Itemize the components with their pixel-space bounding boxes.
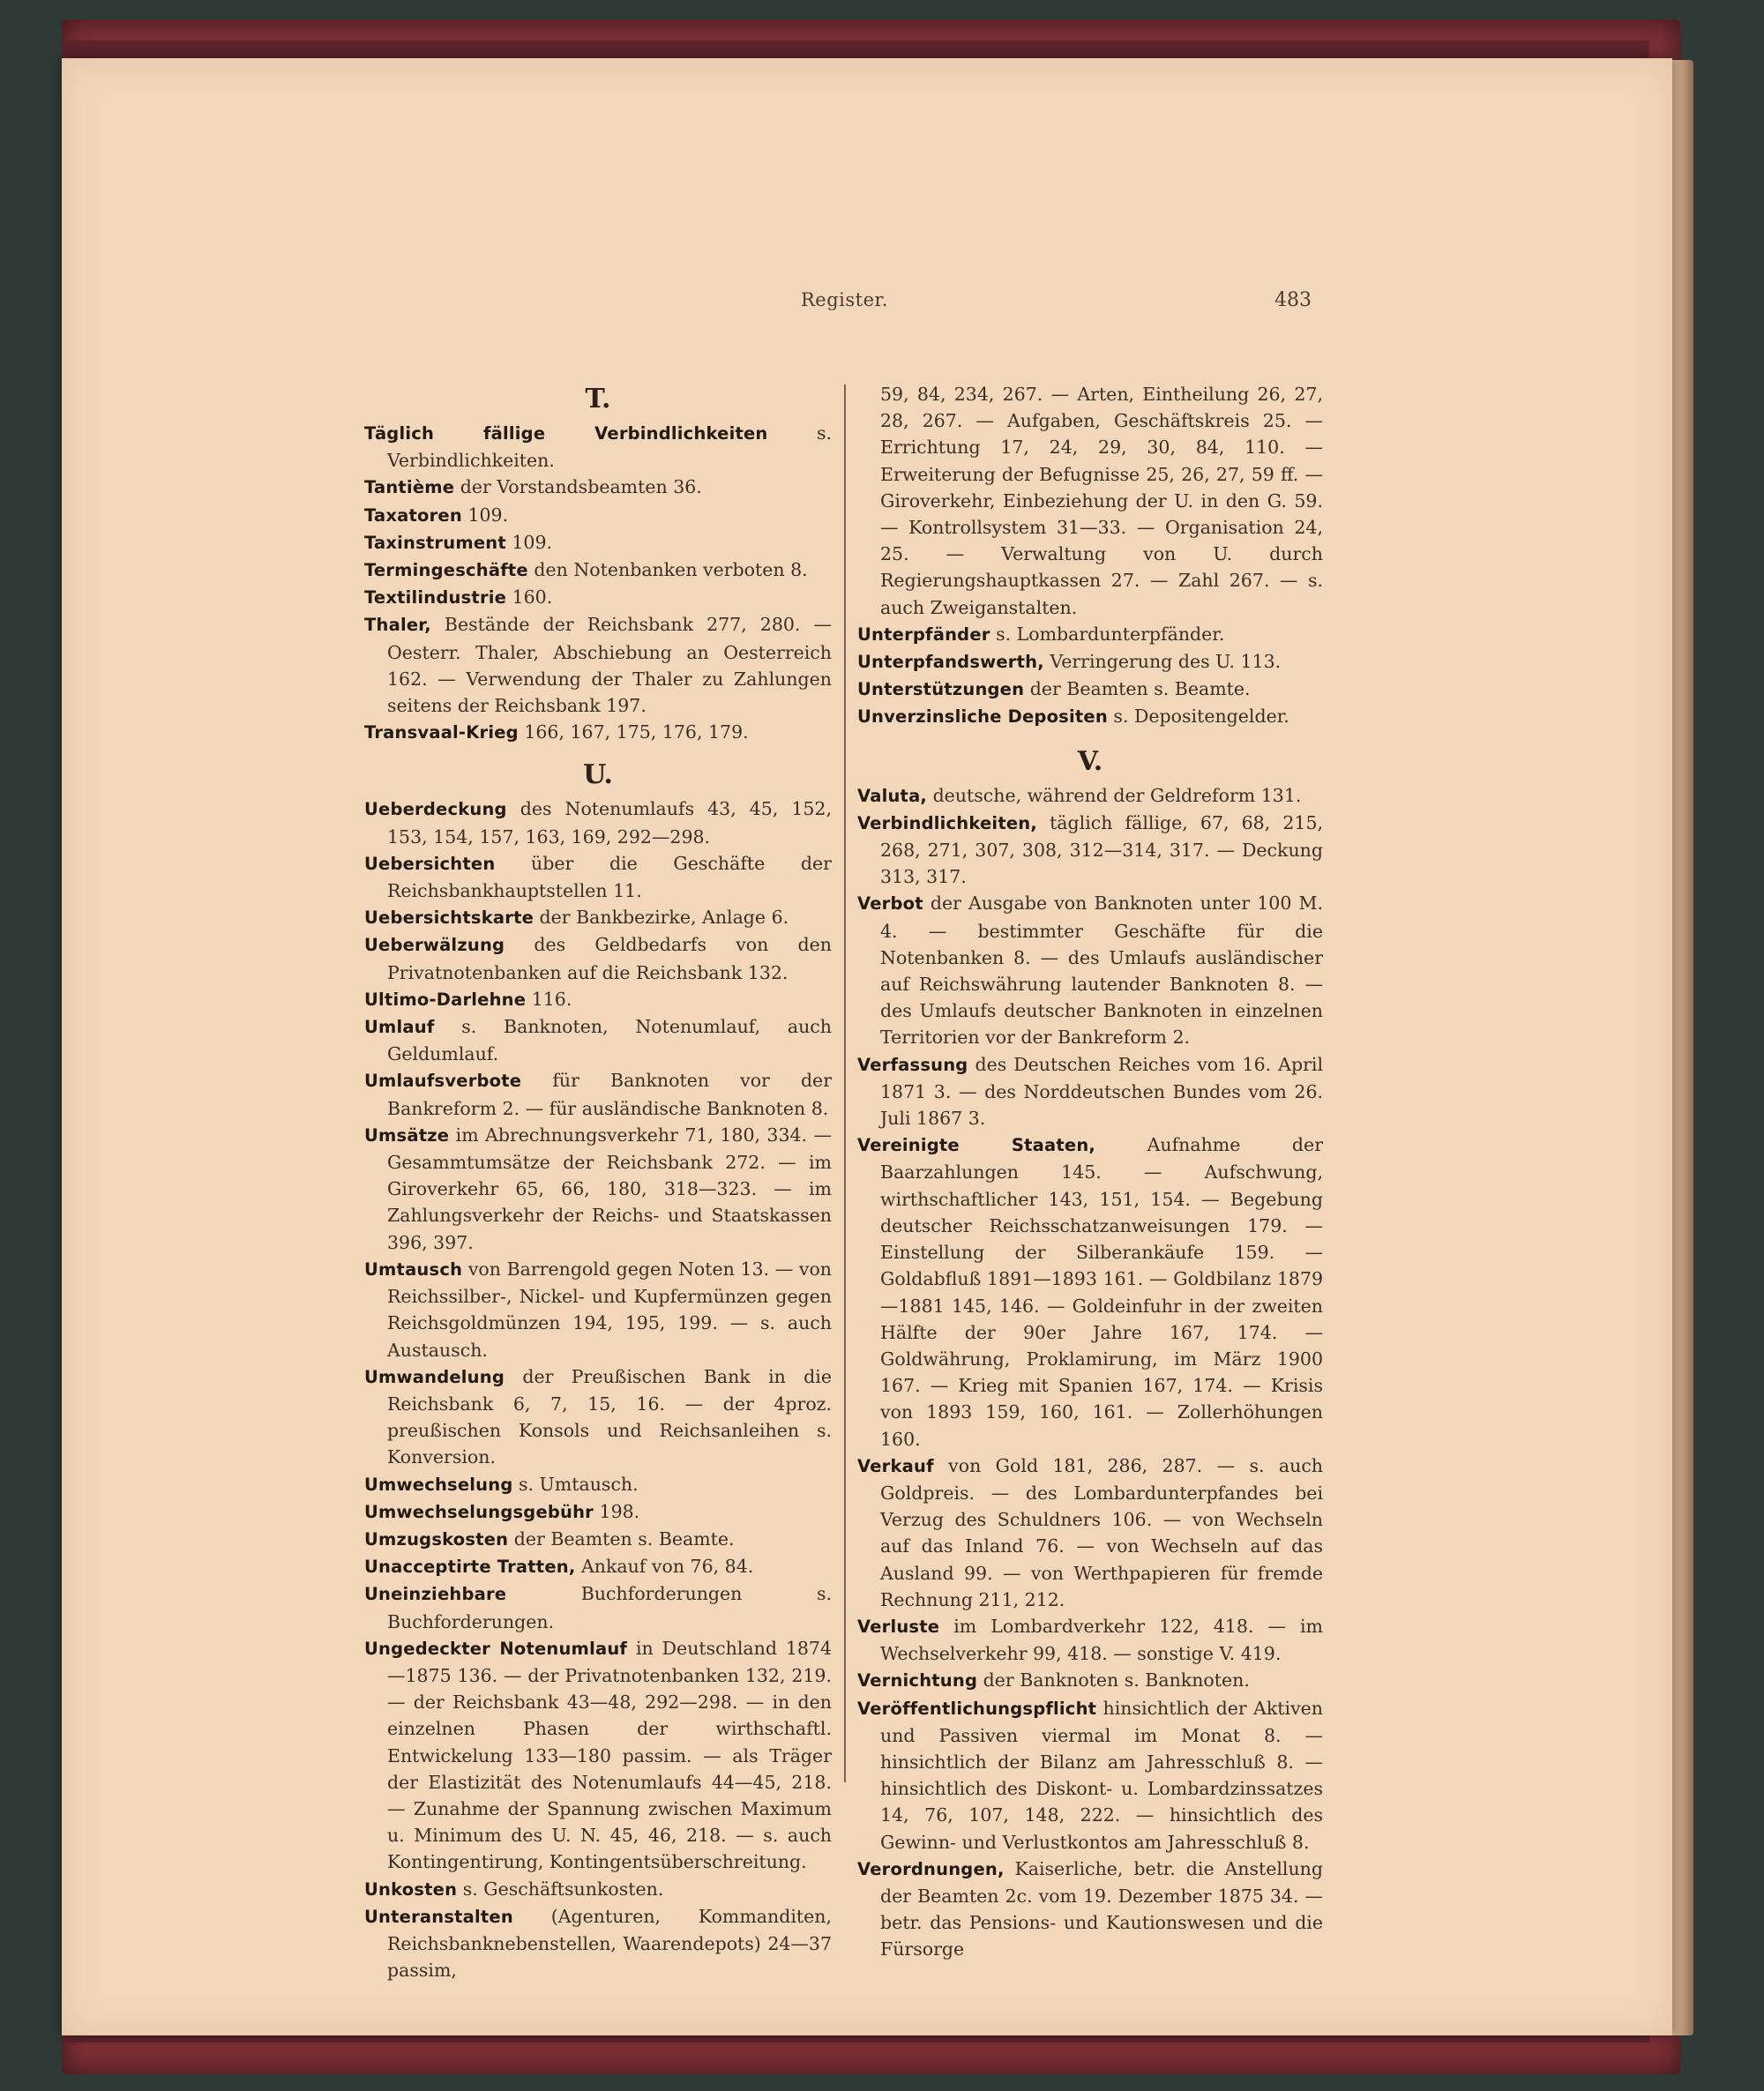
index-term: Verbindlichkeiten,: [857, 812, 1037, 833]
index-references: 116.: [526, 988, 572, 1010]
left-column: [364, 381, 832, 1983]
index-references: Buchforderungen s. Buchforderungen.: [387, 1583, 832, 1632]
index-term: Verbot: [857, 893, 923, 915]
book-cover: [62, 19, 1680, 2074]
index-references: der Beamten s. Beamte.: [1024, 678, 1251, 700]
index-term: Ultimo-Darlehne: [364, 989, 527, 1010]
index-entry: [364, 611, 832, 719]
index-term: Unterpfänder: [857, 624, 990, 645]
index-term: Täglich fällige Verbindlichkeiten: [364, 423, 768, 444]
index-term: Taxinstrument: [364, 532, 506, 553]
index-references: von Gold 181, 286, 287. — s. auch Goldpreis. — des Lombardunterpfandes bei Verzug des Schuldners 106. — von Wechseln auf das Inland 76. — von Wechseln auf das Ausland 99. — von Werthpapieren für fremde Rechnung 211, 212.: [880, 1454, 1323, 1610]
index-entry: [364, 420, 832, 474]
index-entry: [857, 1695, 1323, 1856]
index-entry: [857, 621, 1323, 648]
index-entry: [857, 1051, 1323, 1132]
index-term: Ungedeckter Notenumlauf: [364, 1638, 628, 1659]
section-letter: V.: [1077, 745, 1103, 777]
index-term: Unkosten: [364, 1878, 458, 1900]
running-title: Register.: [801, 289, 888, 310]
index-references: 198.: [594, 1500, 640, 1522]
index-entry: [857, 1667, 1323, 1694]
index-references: den Notenbanken verboten 8.: [527, 559, 808, 581]
index-term: Vernichtung: [857, 1670, 978, 1691]
index-references: Kaiserliche, betr. die Anstellung der Beamten 2c. vom 19. Dezember 1875 34. — betr. das Pensions- und Kautionswesen und die Fürsorge: [880, 1857, 1323, 1960]
index-references: der Vorstandsbeamten 36.: [454, 476, 702, 498]
section-letter: U.: [583, 759, 613, 791]
index-entry: [364, 556, 832, 584]
index-references: s. Banknoten, Notenumlauf, auch Geldumlauf.: [387, 1016, 832, 1065]
index-entry: [857, 782, 1323, 810]
index-entry: [364, 931, 832, 985]
index-references: für Banknoten vor der Bankreform 2. — für ausländische Banknoten 8.: [387, 1070, 832, 1119]
index-entry: [364, 1067, 832, 1121]
book-page: [62, 58, 1672, 2035]
index-term: Ueberdeckung: [364, 799, 507, 820]
page-number: 483: [1274, 289, 1312, 311]
index-entry: [364, 474, 832, 501]
index-entry: [364, 502, 832, 529]
column-divider: [844, 385, 846, 1782]
index-references: Bestände der Reichsbank 277, 280. — Oesterr. Thaler, Abschiebung an Oesterreich 162. — Verwendung der Thaler zu Zahlungen seitens der Reichsbank 197.: [387, 614, 832, 717]
index-term: Uebersichten: [364, 853, 496, 874]
index-references: 59, 84, 234, 267. — Arten, Eintheilung 26, 27, 28, 267. — Aufgaben, Geschäftskreis 25. — Errichtung 17, 24, 29, 30, 84, 110. — Erweiterung der Befugnisse 25, 26, 27, 59 ff. — Giroverkehr, Einbeziehung der U. in den G. 59. — Kontrollsystem 31—33. — Organisation 24, 25. — Verwaltung von U. durch Regierungshauptkassen 27. — Zahl 267. — s. auch Zweiganstalten.: [880, 384, 1323, 618]
index-references: der Ausgabe von Banknoten unter 100 M. 4. — bestimmter Geschäfte für die Notenbanken 8. — des Umlaufs ausländischer auf Reichswährung lautender Banknoten 8. — des Umlaufs deutscher Banknoten in einzelnen Territorien vor der Bankreform 2.: [880, 892, 1323, 1049]
index-references: Aufnahme der Baarzahlungen 145. — Aufschwung, wirthschaftlicher 143, 151, 154. — Begebung deutscher Reichsschatzanweisungen 179. — Einstellung der Silberankäufe 159. — Goldabfluß 1891—1893 161. — Goldbilanz 1879—1881 145, 146. — Goldeinfuhr in der zweiten Hälfte der 90er Jahre 167, 174. — Goldwährung, Proklamirung, im März 1900 167. — Krieg mit Spanien 167, 174. — Krisis von 1893 159, 160, 161. — Zollerhöhungen 160.: [880, 1134, 1323, 1450]
index-references: Ankauf von 76, 84.: [575, 1556, 754, 1578]
index-term: Unteranstalten: [364, 1906, 513, 1927]
index-entry: [364, 1256, 832, 1363]
page-edges: [1669, 60, 1693, 2035]
index-entry: [364, 1471, 832, 1498]
index-term: Verkauf: [857, 1455, 934, 1476]
index-term: Taxatoren: [364, 504, 462, 526]
index-term: Umlauf: [364, 1017, 435, 1038]
index-term: Thaler,: [364, 615, 431, 636]
index-references: s. Lombardunterpfänder.: [990, 623, 1225, 645]
index-references: des Notenumlaufs 43, 45, 152, 153, 154, 157, 163, 169, 292—298.: [387, 798, 832, 848]
index-term: Verordnungen,: [857, 1858, 1005, 1879]
index-term: Vereinigte Staaten,: [857, 1135, 1096, 1156]
index-references: in Deutschland 1874—1875 136. — der Privatnotenbanken 132, 219. — der Reichsbank 43—48, 292—298. — in den einzelnen Phasen der wirthschaftl. Entwickelung 133—180 passim. — als Träger der Elastizität des Notenumlaufs 44—45, 218. — Zunahme der Spannung zwischen Maximum u. Minimum des U. N. 45, 46, 218. — s. auch Kontingentirung, Kontingentsüberschreitung.: [387, 1637, 832, 1873]
index-term: Veröffentlichungspflicht: [857, 1698, 1097, 1719]
index-references: des Geldbedarfs von den Privatnotenbanken auf die Reichsbank 132.: [387, 934, 832, 983]
index-term: Unverzinsliche Depositen: [857, 706, 1108, 728]
index-entry: [857, 703, 1323, 730]
index-entry: [857, 890, 1323, 1050]
index-term: Unterpfandswerth,: [857, 652, 1044, 673]
index-references: von Barrengold gegen Noten 13. — von Reichssilber-, Nickel- und Kupfermünzen gegen Reichsgoldmünzen 194, 195, 199. — s. auch Austausch.: [387, 1258, 832, 1361]
index-entry: [857, 810, 1323, 891]
index-term: Umzugskosten: [364, 1528, 509, 1550]
index-references: im Abrechnungsverkehr 71, 180, 334. — Gesammtumsätze der Reichsbank 272. — im Giroverkehr 65, 66, 180, 318—323. — im Zahlungsverkehr der Reichs- und Staatskassen 396, 397.: [387, 1124, 832, 1253]
index-entry: [364, 1363, 832, 1471]
index-term: Textilindustrie: [364, 587, 507, 609]
index-term: Umwechselungsgebühr: [364, 1501, 594, 1522]
index-term: Umsätze: [364, 1124, 450, 1146]
index-term: Termingeschäfte: [364, 560, 528, 581]
index-term: Tantième: [364, 477, 455, 498]
index-entry: [364, 1526, 832, 1553]
index-term: Verfassung: [857, 1054, 968, 1075]
index-entry-continued: [857, 381, 1323, 621]
index-references: deutsche, während der Geldreform 131.: [927, 784, 1302, 806]
index-term: Ueberwälzung: [364, 935, 505, 956]
index-entry: [364, 904, 832, 931]
index-references: 109.: [461, 504, 509, 526]
index-entry: [364, 1903, 832, 1984]
index-references: (Agenturen, Kommanditen, Reichsbanknebenstellen, Waarendepots) 24—37 passim,: [387, 1905, 832, 1982]
index-entry: [857, 1856, 1323, 1963]
index-entry: [364, 850, 832, 904]
index-references: über die Geschäfte der Reichsbankhauptstellen 11.: [387, 852, 832, 902]
index-term: Unacceptirte Tratten,: [364, 1557, 576, 1578]
index-references: der Banknoten s. Banknoten.: [977, 1669, 1250, 1691]
index-entry: [364, 1580, 832, 1634]
index-entry: [364, 1553, 832, 1580]
index-entry: [364, 1498, 832, 1526]
index-references: im Lombardverkehr 122, 418. — im Wechselverkehr 99, 418. — sonstige V. 419.: [880, 1615, 1323, 1665]
index-references: Verringerung des U. 113.: [1043, 651, 1282, 673]
index-entry: [857, 676, 1323, 703]
index-references: der Preußischen Bank in die Reichsbank 6, 7, 15, 16. — der 4proz. preußischen Konsols und Reichsanleihen s. Konversion.: [387, 1365, 832, 1468]
section-letter: T.: [585, 384, 611, 414]
index-references: 109.: [505, 531, 553, 553]
index-entry: [857, 1452, 1323, 1613]
index-entry: [364, 1122, 832, 1256]
index-entry: [857, 1131, 1323, 1452]
index-references: hinsichtlich der Aktiven und Passiven viermal im Monat 8. — hinsichtlich der Bilanz am Jahresschluß 8. — hinsichtlich des Diskont- u. Lombardzinssatzes 14, 76, 107, 148, 222. — hinsichtlich des Gewinn- und Verlustkontos am Jahresschluß 8.: [880, 1697, 1323, 1853]
index-term: Unterstützungen: [857, 679, 1025, 700]
index-references: s. Umtausch.: [512, 1473, 639, 1495]
index-references: der Beamten s. Beamte.: [508, 1527, 735, 1550]
index-entry: [364, 795, 832, 849]
index-term: Umwechselung: [364, 1474, 513, 1495]
index-entry: [364, 719, 832, 746]
index-term: Verluste: [857, 1616, 940, 1637]
index-references: 160.: [506, 586, 553, 609]
index-term: Uneinziehbare: [364, 1584, 507, 1605]
index-term: Umwandelung: [364, 1366, 505, 1387]
index-entry: [364, 1635, 832, 1876]
index-term: Transvaal-Krieg: [364, 722, 519, 743]
index-entry: [364, 986, 832, 1013]
index-references: des Deutschen Reiches vom 16. April 1871 3. — des Norddeutschen Bundes vom 26. Juli 1867 3.: [880, 1053, 1323, 1130]
page-header: [62, 289, 1672, 321]
index-entry: [364, 584, 832, 611]
index-references: der Bankbezirke, Anlage 6.: [534, 907, 789, 929]
index-references: s. Verbindlichkeiten.: [387, 422, 832, 472]
index-term: Umlaufsverbote: [364, 1071, 522, 1092]
index-references: täglich fällige, 67, 68, 215, 268, 271, 307, 308, 312—314, 317. — Deckung 313, 317.: [880, 811, 1323, 888]
index-entry: [857, 1613, 1323, 1667]
index-entry: [364, 529, 832, 556]
index-entry: [364, 1876, 832, 1903]
index-term: Umtausch: [364, 1258, 463, 1280]
index-references: 166, 167, 175, 176, 179.: [518, 721, 749, 743]
index-references: s. Depositengelder.: [1107, 706, 1289, 728]
index-entry: [364, 1013, 832, 1067]
right-column: [857, 381, 1323, 1963]
index-term: Uebersichtskarte: [364, 907, 534, 929]
index-entry: [857, 648, 1323, 676]
index-term: Valuta,: [857, 785, 928, 806]
index-references: s. Geschäftsunkosten.: [457, 1878, 664, 1900]
